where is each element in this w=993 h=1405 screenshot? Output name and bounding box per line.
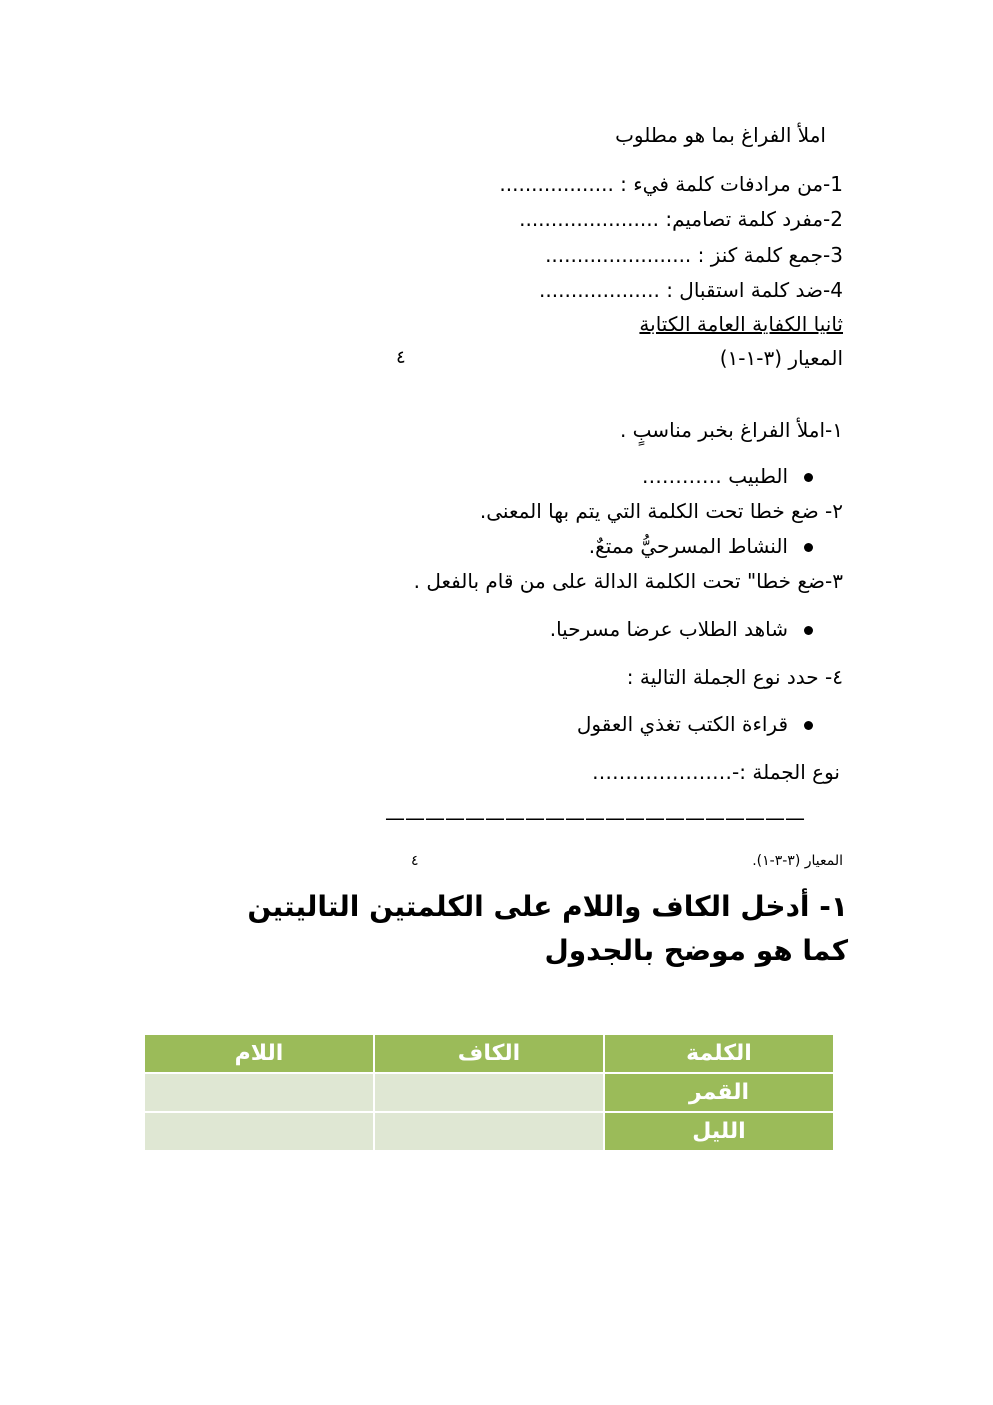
standard-2-label: المعيار (٣-٣-١). [752, 853, 843, 869]
question-2-bullet-text: النشاط المسرحيُّ ممتعٌ. [588, 534, 788, 558]
question-1-bullet [642, 462, 813, 490]
question-3: ٣-ضع خطا" تحت الكلمة الدالة على من قام بالفعل . [413, 569, 843, 593]
fill-item-1: 1-من مرادفات كلمة فيء : .................. [499, 172, 843, 196]
question-4-answer: نوع الجملة :-………………… [592, 760, 840, 784]
question-1: ١-املأ الفراغ بخبر مناسبٍ . [619, 418, 843, 442]
separator-line: ————————————————————— [385, 806, 805, 830]
table-row [144, 1112, 834, 1151]
question-4-bullet [577, 710, 813, 738]
standard-2-score: ٤ [411, 853, 419, 869]
table-cell-kaf-input[interactable] [374, 1073, 604, 1112]
bullet-icon [804, 626, 813, 635]
question-3-bullet-text: شاهد الطلاب عرضا مسرحيا. [549, 617, 788, 641]
table-cell-lam-input[interactable] [144, 1073, 374, 1112]
table-cell-lam-input[interactable] [144, 1112, 374, 1151]
bullet-icon [804, 721, 813, 730]
section-title: ثانيا الكفاية العامة الكتابة [639, 312, 843, 336]
fill-instruction: املأ الفراغ بما هو مطلوب [615, 123, 826, 147]
table-header-lam: اللام [144, 1034, 374, 1073]
question-4: ٤- حدد نوع الجملة التالية : [626, 665, 843, 689]
question-2-bullet [589, 532, 813, 560]
question-2: ٢- ضع خطا تحت الكلمة التي يتم بها المعنى. [479, 499, 843, 523]
fill-item-2: 2-مفرد كلمة تصاميم: ...................... [519, 207, 843, 231]
table-row [144, 1073, 834, 1112]
bullet-icon [804, 543, 813, 552]
question-1-bullet-text: الطبيب ………… [641, 464, 788, 488]
table-header-word: الكلمة [604, 1034, 834, 1073]
fill-item-3: 3-جمع كلمة كنز : ....................... [545, 243, 843, 267]
answer-table [143, 1033, 835, 1152]
fill-item-4: 4-ضد كلمة استقبال : ................... [539, 278, 843, 302]
standard-1-score: ٤ [396, 347, 406, 368]
table-header-kaf: الكاف [374, 1034, 604, 1073]
bullet-icon [804, 473, 813, 482]
exercise-heading: ١- أدخل الكاف واللام على الكلمتين التاليتين كما هو موضح بالجدول [247, 890, 848, 967]
table-cell-word: الليل [604, 1112, 834, 1151]
table-header-row [144, 1034, 834, 1073]
question-4-bullet-text: قراءة الكتب تغذي العقول [576, 712, 788, 736]
table-cell-word: القمر [604, 1073, 834, 1112]
question-3-bullet [550, 615, 813, 643]
standard-1-label: المعيار (٣-١-١) [719, 346, 843, 370]
table-cell-kaf-input[interactable] [374, 1112, 604, 1151]
